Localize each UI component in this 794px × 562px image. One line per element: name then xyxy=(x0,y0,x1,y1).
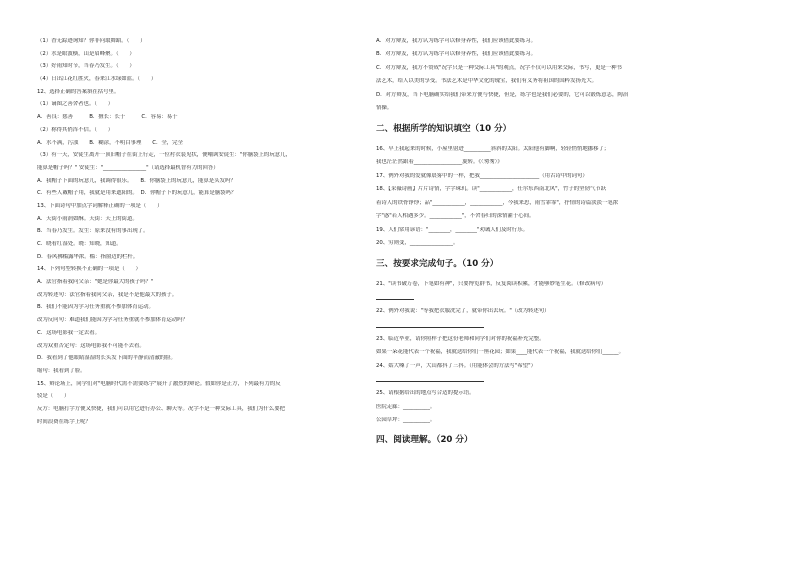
text-line: 字"惑"若人相遇多少。____________"，不舍春归的深情灌于心间。 xyxy=(376,213,535,220)
text-line: 18、【采薇诗画】片片诗情，字字珠玑。读"____________，任尔东西南北风"，竹子的坚韧气节跃 xyxy=(376,186,607,193)
text-line: A．我帽子下面的玩意儿，我调得很乐。 B．你脑袋上的玩意儿，能算是头发吗？ xyxy=(37,177,236,184)
answer-line xyxy=(376,322,484,328)
text-line: 时间浪费在练字上呢？ xyxy=(37,418,91,425)
debate-options xyxy=(376,38,688,112)
right-column xyxy=(376,38,688,457)
question-22 xyxy=(376,308,688,314)
text-line: B．当春乃发生。发生：原来没有的事出现了。 xyxy=(37,228,149,235)
text-line: 12、选择正确的答案填在括号里。 xyxy=(37,88,120,95)
text-line: D．对方辩友，当下电脑确实给我们带来方便与快捷，但是，练字也是我们必要的，它可以锻炼意志，陶冶 xyxy=(376,91,629,98)
text-line: （3）好雨知时节，当春乃发生。（ ） xyxy=(37,63,135,70)
text-line: 24、姑大嗓了一声，大山都抖了三抖。（用能体会的方法写"希望"） xyxy=(376,362,537,369)
text-line: （3）有一天，安徒生离开一顶旧帽子在街上行走，一位衬衣装见状，便嘲讽安徒生："你脑袋上的玩意儿， xyxy=(37,152,291,159)
text-line: （4）日出江花红胜火，春来江水绿如蓝。（ ） xyxy=(37,76,157,83)
text-line: 驳是（ ） xyxy=(37,393,70,400)
text-line: 改为双重否定句：这场电影我不可能不去看。 xyxy=(37,342,145,349)
text-line: 15、辩论场上，同学们对"电脑时代需不需要练字"展开了激烈的辩论。假如你是正方，下列最有力的反 xyxy=(37,380,281,387)
text-line: B．我们不能因为学习任务重就不参加体育运动。 xyxy=(37,304,154,311)
text-line: 缩句：我看到了脸。 xyxy=(37,367,86,374)
text-line: B．对方辩友，我方认为练字可以修身养性，我们应该借此要练习。 xyxy=(376,51,537,58)
answer-line xyxy=(376,376,484,382)
section-3-title: 三、按要求完成句子。（10 分） xyxy=(376,258,499,269)
text-line: （1）谪图之善舍者也。（ ） xyxy=(37,101,114,108)
text-line: （2）称得其俏浑不信。（ ） xyxy=(37,126,114,133)
text-line: 20、穷则变，________________。 xyxy=(376,240,459,247)
fill-in-questions xyxy=(376,146,688,247)
text-line: 我也茫茫然跟着__________________旋转。《〈匆匆〉》 xyxy=(376,159,503,166)
text-line: （1）香无踪迹询知？你非问取舞蹈。（ ） xyxy=(37,38,146,44)
text-line: D．春风拂槛露华浓。槛：指窗边的栏杆。 xyxy=(37,253,139,260)
text-line: 能算是帽子吗？" 安徒生："________________"（请选择最机智有力的回答） xyxy=(37,164,219,171)
text-line: C．晓看红湿处。晓：知晓，知道。 xyxy=(37,241,122,247)
text-line: 19、人们常用谚语："________，________"劝诫人们及时行乐。 xyxy=(376,226,528,233)
text-line: 16、早上我起来的时候，小屋里射进__________斜斜的太阳。太阳他有脚啊，轻轻悄悄地挪移了； xyxy=(376,145,610,152)
text-line: 法艺术，给人以美的享受。书法艺术是中华文化的瑰宝，我们有义务将祖国的国粹发扬光大。 xyxy=(376,78,598,85)
text-line: C．对方辩友，我方不赞成"况字只是一种交际工具"的观点，况字不仅可以用来交际，书写，更是一种书 xyxy=(376,64,622,71)
text-line: A．天街小雨润如酥。天街：天上的街道。 xyxy=(37,215,138,222)
text-line: 22、例外对我说："等我把衣服洗完了，就带你出去玩。"（改为转述句） xyxy=(376,308,550,315)
text-line: 情操。 xyxy=(376,105,393,112)
text-line: A．水不满，污浊 B．糊涂，不明白事理 C．全，完全 xyxy=(37,139,183,146)
section-2-title: 二、根据所学的知识填空（10 分） xyxy=(376,123,512,134)
text-line: 改为转述句：法官指着我问父亲，我是不是他最大的孩子。 xyxy=(37,291,178,298)
section-4-title: 四、阅读理解。（20 分） xyxy=(376,435,473,446)
text-line: 着诗人的铁骨铮铮；品"____________，____________，今我来思，雨雪霏霏"，抒情的诗篇淡淡一笔浓 xyxy=(376,199,619,206)
text-line: C．有些人戴帽子用，我就是用来遮阳的。 D．你帽子下的玩意儿，能算是脑袋吗？ xyxy=(37,190,237,197)
text-line: 14、下列句型转换不正确的一项是（ ） xyxy=(37,266,141,273)
question-21 xyxy=(376,281,688,287)
left-column xyxy=(37,38,359,431)
text-line: 改为反问句：难道我们能因为学习任务重就不参加体育运动吗？ xyxy=(37,317,188,324)
text-line: 21、"读书破万卷，下笔如有神"，只要博览群书，反复阅读积累，才能够妙笔生花。（修改病句） xyxy=(376,280,607,287)
text-line: A．对方辩友，我方认为练字可以修身养性，我们应该借此要练习。 xyxy=(376,38,537,44)
text-line: 13、下面诗句中加点字词解释正确的一项是（ ） xyxy=(37,202,163,209)
text-line: 反方：电脑打字方便又快捷，我们可以用它进行办公、聊天等。况字不是一种交际工具，我们为什么要把 xyxy=(37,405,285,412)
text-line: A．法官指着我问父亲："她是你最大的孩子吗？" xyxy=(37,279,154,286)
question-25 xyxy=(376,390,688,423)
text-line: 医院走廊：__________。 xyxy=(376,403,436,410)
text-line: 公园草坪：__________。 xyxy=(376,416,436,423)
text-line: C．这场电影我一定去看。 xyxy=(37,329,101,336)
text-line: D．我看到了他眼睛湿湿的长头发下面的平静而清澈的脸。 xyxy=(37,355,176,362)
text-line: （2）水是眼波横，山是眉峰聚。（ ） xyxy=(37,50,135,57)
text-line: 23、临近毕业，请你照样子把这份老师和同学们对你的祝福补充完整。 xyxy=(376,335,545,342)
text-line: 17、例外对我的爱就像晨雾中的一样，把我______________________（用古诗中的词句） xyxy=(376,172,588,179)
answer-line xyxy=(376,294,414,300)
text-line: A．善良：慈善 B．擅长：长于 C．容易：易于 xyxy=(37,114,178,121)
text-line: 25、请根据给出的地点写合适的提示语。 xyxy=(376,390,475,397)
questions-23-24 xyxy=(376,336,688,369)
text-line: 如果一朵花能代表一个祝福，我就送给你们一座花园；如果____能代表一个祝福，我就送给你们______。 xyxy=(376,349,624,356)
